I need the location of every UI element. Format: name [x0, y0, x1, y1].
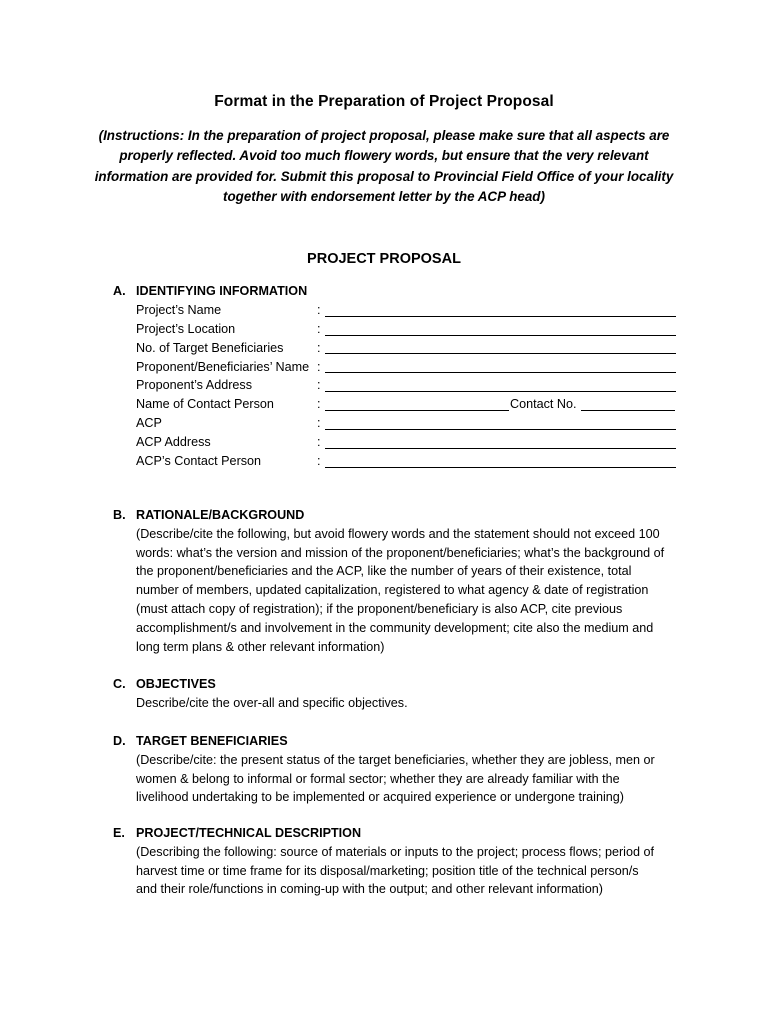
section-c-title: OBJECTIVES	[136, 677, 216, 691]
project-location-blank[interactable]	[325, 322, 676, 336]
field-label-proponent-address: Proponent’s Address	[136, 378, 252, 393]
section-d-letter: D.	[113, 734, 126, 748]
field-row-acp-contact-person	[136, 452, 683, 471]
section-e-line: and their role/functions in coming-up with the output; and other relevant information)	[136, 882, 603, 897]
section-b-line: (must attach copy of registration); if the proponent/beneficiary is also ACP, cite previous	[136, 601, 623, 616]
field-row-target-beneficiaries	[136, 339, 683, 358]
section-d-line: women & belong to informal or formal sector; whether they are already familiar with the	[136, 771, 620, 786]
section-b-line: the proponent/beneficiaries and the ACP, like the number of years of their existence, total	[136, 564, 632, 579]
project-name-blank[interactable]	[325, 303, 676, 317]
field-row-acp-address	[136, 433, 683, 452]
section-b-title: RATIONALE/BACKGROUND	[136, 508, 305, 522]
contact-no-blank[interactable]	[581, 397, 675, 411]
field-colon: :	[317, 397, 321, 412]
field-row-contact-person	[136, 395, 683, 414]
field-colon: :	[317, 359, 321, 374]
section-c-letter: C.	[113, 677, 126, 691]
section-b-line: long term plans & other relevant information)	[136, 639, 385, 654]
section-a-letter: A.	[113, 284, 126, 298]
section-b-body	[136, 525, 683, 657]
section-b-line: accomplishment/s and involvement in the community development; cite also the medium and	[136, 620, 654, 635]
section-a-title: IDENTIFYING INFORMATION	[136, 284, 308, 298]
field-label-contact-no: Contact No.	[510, 397, 577, 412]
section-objectives	[113, 675, 683, 713]
section-rationale	[113, 506, 683, 656]
field-label-acp-address: ACP Address	[136, 435, 211, 450]
field-label-acp-contact-person: ACP’s Contact Person	[136, 454, 262, 469]
field-colon: :	[317, 340, 321, 355]
section-d-line: livelihood undertaking to be implemented or acquired experience or undergone training)	[136, 790, 624, 805]
field-colon: :	[317, 302, 321, 317]
field-row-acp	[136, 414, 683, 433]
section-c-header	[113, 675, 683, 694]
section-e-line: (Describing the following: source of materials or inputs to the project; process flows; period of	[136, 844, 654, 859]
field-label-project-location: Project’s Location	[136, 321, 236, 336]
acp-blank[interactable]	[325, 416, 676, 430]
section-b-line: number of members, updated capitalization, registered to what agency & date of registration	[136, 583, 649, 598]
field-colon: :	[317, 378, 321, 393]
section-target-beneficiaries	[113, 732, 683, 807]
section-e-header	[113, 824, 683, 843]
contact-person-blank[interactable]	[325, 397, 509, 411]
field-label-acp: ACP	[136, 416, 162, 431]
field-colon: :	[317, 321, 321, 336]
field-row-proponent-address	[136, 376, 683, 395]
field-colon: :	[317, 454, 321, 469]
section-b-letter: B.	[113, 508, 126, 522]
field-label-target-beneficiaries: No. of Target Beneficiaries	[136, 340, 284, 355]
acp-contact-person-blank[interactable]	[325, 454, 676, 468]
instructions-text: (Instructions: In the preparation of project proposal, please make sure that all aspects are properly reflected. Avoid too much flowery words, but ensure that the very relevant information are provided for. Submit this proposal to Provincial Field Office of your locality together with endorsement letter by the ACP head)	[94, 128, 674, 204]
section-e-body	[136, 843, 683, 899]
section-b-line: (Describe/cite the following, but avoid flowery words and the statement should not exceed 100	[136, 526, 660, 541]
field-label-proponent-name: Proponent/Beneficiaries’ Name	[136, 359, 310, 374]
section-d-body	[136, 751, 683, 807]
section-identifying-information	[113, 282, 683, 471]
field-colon: :	[317, 435, 321, 450]
document-title: Format in the Preparation of Project Proposal	[214, 93, 554, 110]
section-d-title: TARGET BENEFICIARIES	[136, 734, 288, 748]
field-label-project-name: Project’s Name	[136, 302, 222, 317]
acp-address-blank[interactable]	[325, 435, 676, 449]
field-label-contact-person: Name of Contact Person	[136, 397, 274, 412]
field-row-proponent-name	[136, 357, 683, 376]
section-c-line: Describe/cite the over-all and specific objectives.	[136, 695, 408, 710]
field-row-project-location	[136, 320, 683, 339]
section-d-header	[113, 732, 683, 751]
proposal-heading: PROJECT PROPOSAL	[307, 251, 461, 267]
section-d-line: (Describe/cite: the present status of the target beneficiaries, whether they are jobless, men or	[136, 752, 655, 767]
section-b-header	[113, 506, 683, 525]
section-e-title: PROJECT/TECHNICAL DESCRIPTION	[136, 826, 362, 840]
section-b-line: words: what’s the version and mission of the proponent/beneficiaries; what’s the background of	[136, 545, 665, 560]
target-beneficiaries-blank[interactable]	[325, 340, 676, 354]
section-c-body	[136, 694, 683, 713]
section-technical-description	[113, 824, 683, 899]
section-e-line: harvest time or time frame for its disposal/marketing; position title of the technical person/s	[136, 863, 639, 878]
identifying-fields	[136, 301, 683, 471]
section-a-header	[113, 282, 683, 301]
section-e-letter: E.	[113, 826, 125, 840]
field-row-project-name	[136, 301, 683, 320]
proponent-name-blank[interactable]	[325, 359, 676, 373]
proponent-address-blank[interactable]	[325, 378, 676, 392]
field-colon: :	[317, 416, 321, 431]
